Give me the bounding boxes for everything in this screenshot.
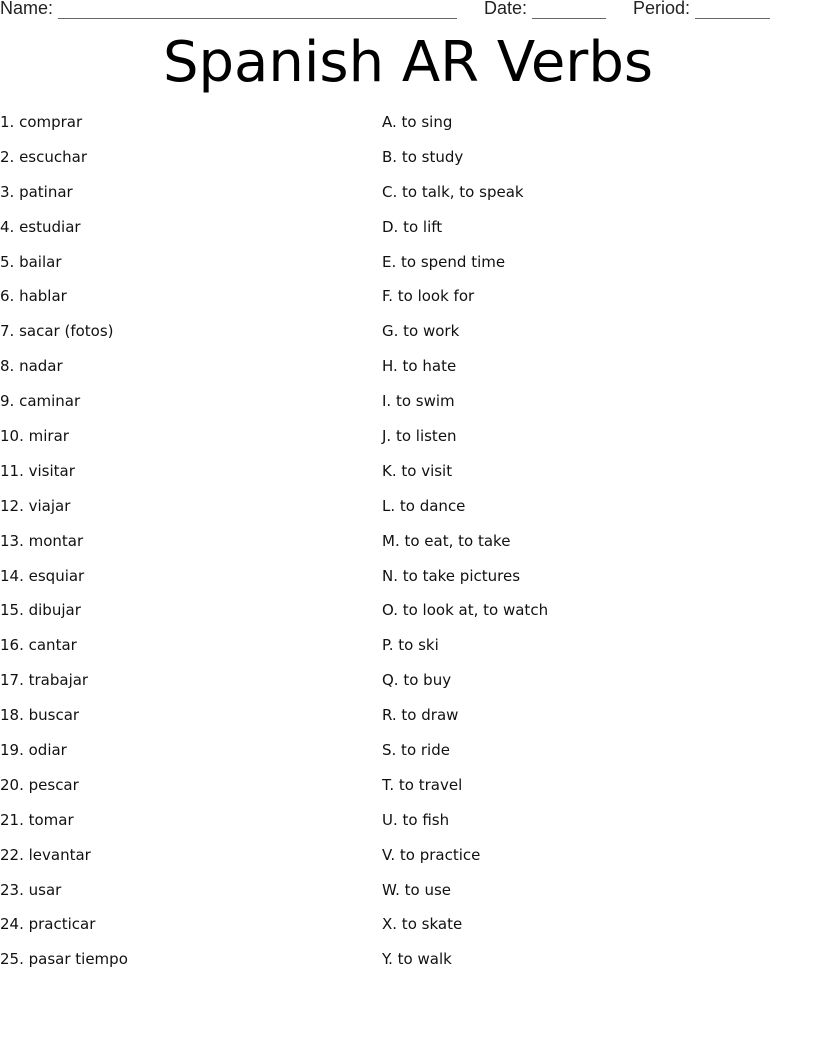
definition-item: H. to hate [382,357,457,376]
definition-item: D. to lift [382,217,443,236]
verb-item: 18. buscar [0,706,80,725]
definition-item: E. to spend time [382,252,506,271]
definition-item: P. to ski [382,636,439,655]
verb-item: 17. trabajar [0,671,89,690]
header-fields [0,0,816,24]
verb-item: 23. usar [0,880,62,899]
verb-item: 2. escuchar [0,147,87,166]
definition-item: M. to eat, to take [382,531,511,550]
definition-item: Y. to walk [382,950,452,969]
definition-item: A. to sing [382,113,453,131]
definition-item: V. to practice [382,845,481,864]
verb-item: 3. patinar [0,182,73,201]
verb-item: 19. odiar [0,741,67,760]
definition-item: T. to travel [382,775,463,794]
name-label: Name: [0,0,54,18]
verb-item: 13. montar [0,531,84,550]
definition-item: U. to fish [382,810,450,829]
definition-item: J. to listen [382,427,457,446]
definition-item: O. to look at, to watch [382,601,549,620]
verb-item: 25. pasar tiempo [0,950,128,969]
definition-item: L. to dance [382,496,466,515]
date-blank-line[interactable] [532,0,606,19]
definition-item: X. to skate [382,915,463,934]
date-field[interactable] [484,0,606,19]
name-blank-line[interactable] [58,0,457,19]
definition-item: S. to ride [382,741,450,760]
page-title: Spanish AR Verbs [162,30,654,95]
definition-item: G. to work [382,322,460,341]
definition-item: W. to use [382,880,452,899]
verb-item: 15. dibujar [0,601,81,620]
verb-item: 10. mirar [0,427,69,446]
verbs-list [0,111,128,983]
definition-item: F. to look for [382,287,475,306]
verb-item: 4. estudiar [0,217,81,236]
definition-item: N. to take pictures [382,566,521,585]
verb-item: 8. nadar [0,357,63,376]
definition-item: K. to visit [382,461,453,480]
verb-item: 22. levantar [0,845,91,864]
verb-item: 14. esquiar [0,566,85,585]
verb-item: 12. viajar [0,496,71,515]
definitions-list [382,111,548,983]
verb-item: 21. tomar [0,810,74,829]
definition-item: B. to study [382,147,464,166]
verb-item: 7. sacar (fotos) [0,322,114,341]
definition-item: R. to draw [382,706,459,725]
verb-item: 20. pescar [0,775,79,794]
name-field[interactable] [0,0,457,19]
verb-item: 11. visitar [0,461,75,480]
date-label: Date: [484,0,528,18]
verb-item: 5. bailar [0,252,62,271]
verb-item: 6. hablar [0,287,67,306]
period-blank-line[interactable] [695,0,770,19]
definition-item: I. to swim [382,392,455,411]
verb-item: 24. practicar [0,915,96,934]
definition-item: C. to talk, to speak [382,182,524,201]
period-label: Period: [633,0,691,18]
definition-item: Q. to buy [382,671,452,690]
verb-item: 16. cantar [0,636,77,655]
verb-item: 9. caminar [0,392,81,411]
period-field[interactable] [633,0,770,19]
verb-item: 1. comprar [0,113,83,131]
